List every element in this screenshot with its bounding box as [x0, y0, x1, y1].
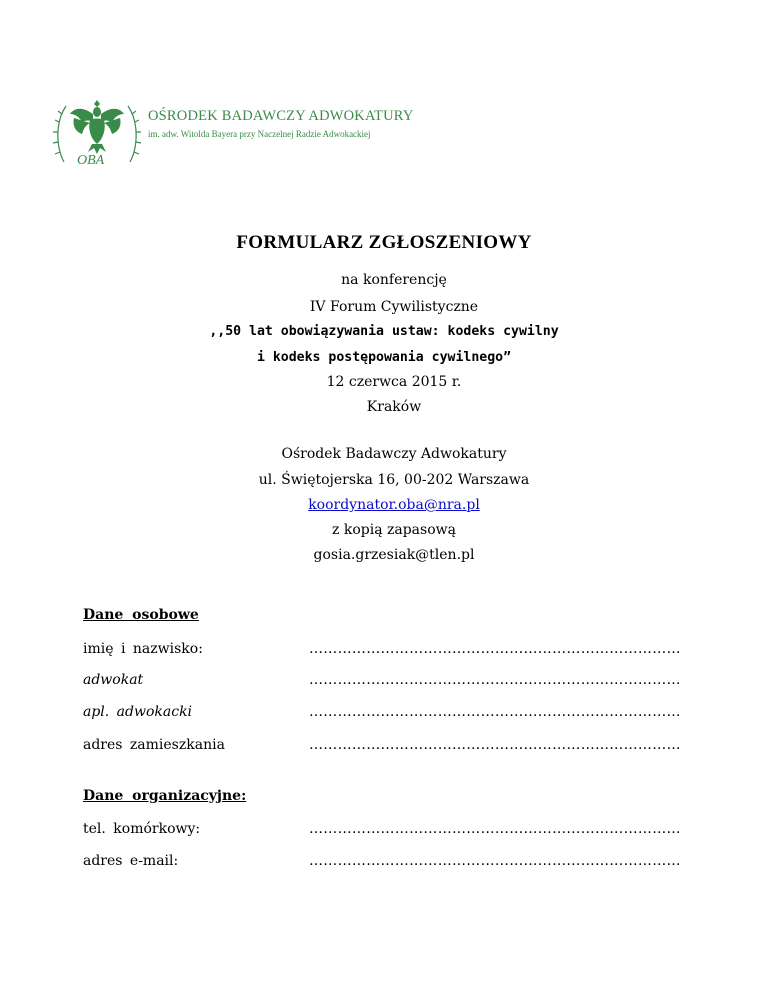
field-input-mobile-phone[interactable]: …………………………………………………………………… — [309, 821, 681, 837]
copy-note: z kopią zapasową — [332, 522, 456, 538]
field-input-home-address[interactable]: …………………………………………………………………… — [309, 737, 681, 753]
conference-name: IV Forum Cywilistyczne — [309, 299, 479, 315]
field-row — [83, 853, 703, 875]
field-label-name: imię i nazwisko: — [83, 641, 203, 657]
field-row — [83, 672, 703, 694]
field-row — [83, 737, 703, 759]
conference-intro: na konferencję — [341, 272, 447, 288]
field-input-advocate[interactable]: …………………………………………………………………… — [309, 672, 681, 688]
primary-email-link[interactable]: koordynator.oba@nra.pl — [308, 497, 480, 513]
organization-name: OŚRODEK BADAWCZY ADWOKATURY — [148, 108, 414, 124]
field-label-advocate: adwokat — [83, 672, 144, 688]
field-input-name[interactable]: …………………………………………………………………… — [309, 641, 681, 657]
field-row — [83, 821, 703, 843]
conference-theme-line1: ,,50 lat obowiązywania ustaw: kodeks cywilny — [209, 324, 559, 339]
field-label-trainee-advocate: apl. adwokacki — [83, 704, 193, 720]
contact-organization: Ośrodek Badawczy Adwokatury — [281, 446, 507, 462]
contact-address: ul. Świętojerska 16, 00-202 Warszawa — [258, 472, 530, 488]
conference-city: Kraków — [366, 399, 422, 415]
contact-email-primary-row — [0, 497, 768, 513]
field-label-home-address: adres zamieszkania — [83, 737, 225, 753]
organization-subtitle: im. adw. Witolda Bayera przy Naczelnej Radzie Adwokackiej — [148, 129, 371, 139]
form-title: FORMULARZ ZGŁOSZENIOWY — [236, 232, 532, 253]
field-label-mobile-phone: tel. komórkowy: — [83, 821, 201, 837]
field-row — [83, 641, 703, 663]
field-row — [83, 704, 703, 726]
organization-logo — [52, 92, 414, 172]
field-input-trainee-advocate[interactable]: …………………………………………………………………… — [309, 704, 681, 720]
backup-email: gosia.grzesiak@tlen.pl — [313, 547, 475, 563]
logo-monogram: OBA — [77, 153, 105, 168]
conference-date: 12 czerwca 2015 r. — [326, 374, 462, 390]
conference-theme-line2: i kodeks postępowania cywilnego” — [256, 350, 512, 365]
field-label-email: adres e-mail: — [83, 853, 179, 869]
organizational-data-heading: Dane organizacyjne: — [83, 788, 247, 804]
personal-data-heading: Dane osobowe — [83, 607, 199, 623]
field-input-email[interactable]: …………………………………………………………………… — [309, 853, 681, 869]
